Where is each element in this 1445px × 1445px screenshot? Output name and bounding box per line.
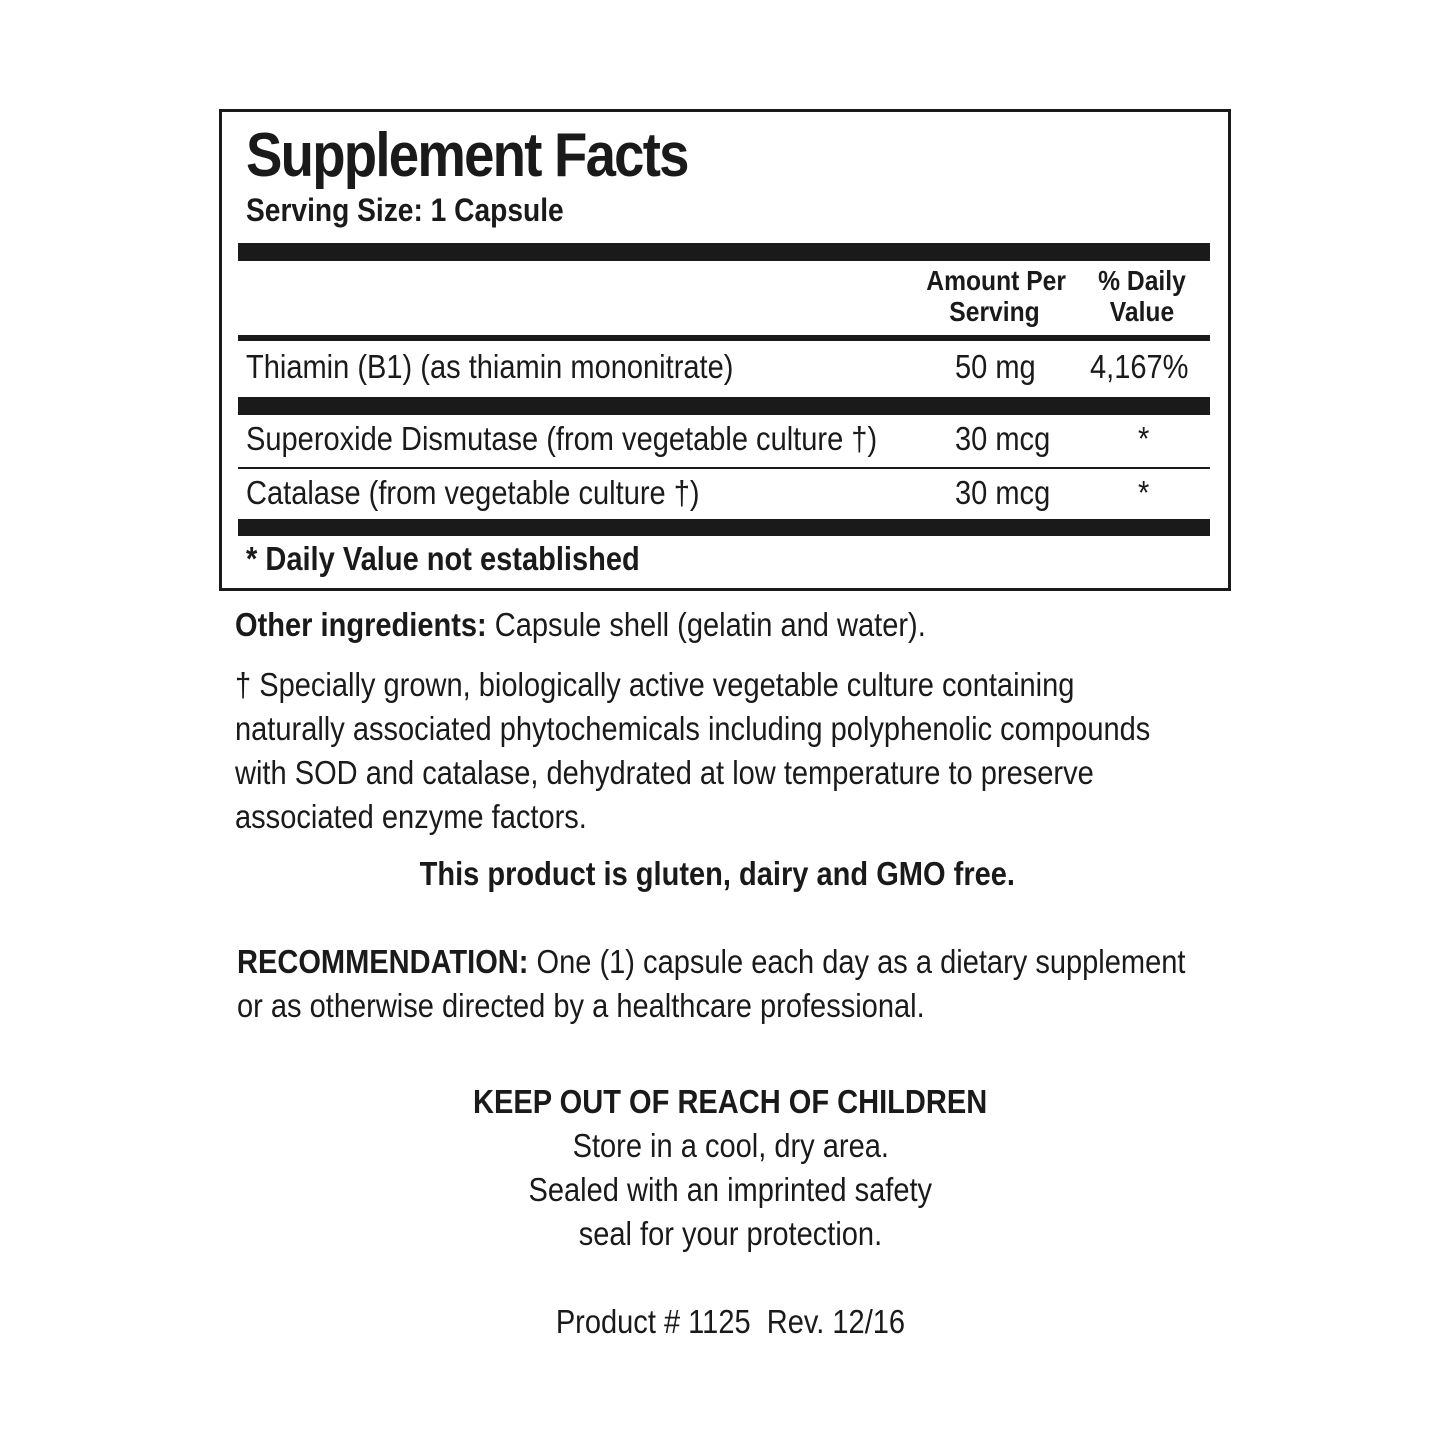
medium-divider [238,335,1210,341]
other-ingredients [235,603,926,647]
seal-line: Sealed with an imprinted safety [528,1171,933,1208]
dagger-note [235,663,1150,839]
thick-divider [238,519,1210,536]
product-number: Product # 1125 Rev. 12/16 [555,1303,906,1340]
dagger-note-line: † Specially grown, biologically active vegetable culture containing [235,666,1075,703]
dagger-note-line: associated enzyme factors. [235,798,587,835]
warning-block [8,1080,1445,1256]
nutrient-amount: 50 mg [955,348,1036,385]
recommendation [237,940,1185,1028]
warning-title: KEEP OUT OF REACH OF CHILDREN [473,1083,988,1120]
nutrient-name: Thiamin (B1) (as thiamin mononitrate) [246,348,734,385]
serving-size: Serving Size: 1 Capsule [246,192,564,228]
seal-line: seal for your protection. [578,1215,883,1252]
thin-divider [238,467,1210,469]
daily-value-header: % Daily Value [1098,265,1186,327]
nutrient-name: Superoxide Dismutase (from vegetable culture †) [246,420,878,457]
facts-title: Supplement Facts [246,121,688,190]
recommendation-text: One (1) capsule each day as a dietary supplement [528,943,1186,980]
storage-line: Store in a cool, dry area. [572,1127,889,1164]
nutrient-daily-value: 4,167% [1090,348,1189,385]
other-ingredients-label: Other ingredients: [235,606,487,643]
supplement-facts-panel [219,109,1231,591]
amount-per-serving-header: Amount Per Serving [926,265,1066,327]
dagger-note-line: with SOD and catalase, dehydrated at low temperature to preserve [235,754,1094,791]
recommendation-label: RECOMMENDATION: [237,943,529,980]
daily-value-footnote: * Daily Value not established [246,540,640,577]
other-ingredients-text: Capsule shell (gelatin and water). [486,606,926,643]
recommendation-text: or as otherwise directed by a healthcare professional. [237,987,925,1024]
thick-divider [238,397,1210,415]
allergen-free-statement: This product is gluten, dairy and GMO free. [419,855,1016,892]
nutrient-amount: 30 mcg [955,420,1051,457]
thick-divider [238,243,1210,261]
nutrient-amount: 30 mcg [955,474,1051,511]
dagger-note-line: naturally associated phytochemicals including polyphenolic compounds [235,710,1151,747]
nutrient-daily-value: * [1138,420,1150,457]
nutrient-name: Catalase (from vegetable culture †) [246,474,700,511]
nutrient-daily-value: * [1138,474,1150,511]
